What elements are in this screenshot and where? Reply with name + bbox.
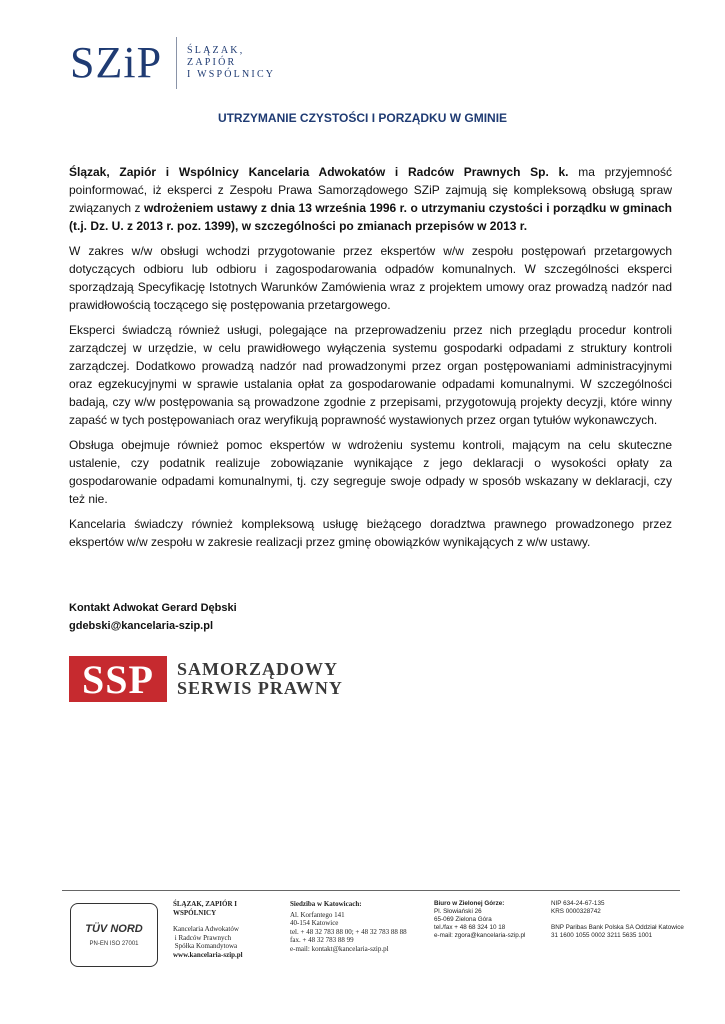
footer-zg-email[interactable]: e-mail: zgora@kancelaria-szip.pl [434, 932, 526, 939]
logo-firm-name [187, 45, 275, 81]
logo-divider [176, 37, 177, 89]
footer-katowice-fax: fax. + 48 32 783 88 99 [290, 936, 354, 945]
footer-divider [62, 890, 680, 891]
ssp-wordmark [177, 660, 343, 698]
document-title: UTRZYMANIE CZYSTOŚCI I PORZĄDKU W GMINIE [217, 111, 508, 125]
tuv-name: TÜV NORD [85, 923, 143, 935]
footer-zg-city: 65-069 Zielona Góra [434, 916, 492, 923]
footer-firm-type-1: Kancelaria Adwokatów [173, 925, 239, 934]
ssp-logo [69, 656, 343, 702]
contact-email[interactable]: gdebski@kancelaria-szip.pl [69, 620, 213, 632]
ssp-line-1: SAMORZĄDOWY [177, 659, 339, 679]
paragraph-2: W zakres w/w obsługi wchodzi przygotowanie przez ekspertów w/w zespołu postępowań przetargowych dotyczących odbioru lub odbioru i zagospodarowania odpadów komunalnych. W szczególności eksperci sporządzają Specyfikację Istotnych Warunków Zamówienia wraz z projektem umowy oraz prowadzą nadzór nad prawidłowością toczącego się postępowania przetargowego. [69, 244, 672, 312]
footer-firm-name-2: WSPÓLNICY [173, 908, 217, 917]
logo-mark: SZiP [70, 38, 163, 87]
footer-bank-account: 31 1600 1055 0002 3211 5635 1001 [551, 932, 653, 939]
logo-line-3: I WSPÓLNICY [187, 69, 276, 80]
footer-katowice-heading: Siedziba w Katowicach: [290, 900, 362, 908]
footer-registration-info [551, 900, 684, 940]
footer-katowice-tel: tel. + 48 32 783 88 00; + 48 32 783 88 88 [290, 927, 407, 936]
footer-krs: KRS 0000328742 [551, 908, 601, 915]
paragraph-4: Obsługa obejmuje również pomoc ekspertów w wdrożeniu systemu kontroli, mającym na celu skuteczne ustalenie, czy podatnik realizuje zobowiązanie wynikające z jego deklaracji o wysokości opłaty za gospodarowanie odpadami komunalnymi, tj. czy segreguje swoje odpady w sposób wskazany w deklaracji, czy też nie. [69, 438, 672, 506]
footer-katowice-email[interactable]: e-mail: kontakt@kancelaria-szip.pl [290, 944, 389, 953]
footer-firm-info [173, 900, 243, 960]
paragraph-1-text: ma przyjemność poinformować, iż eksperci z Zespołu Prawa Samorządowego SZiP zajmują się kompleksową obsługą spraw związanych z [69, 165, 672, 215]
paragraph-1-bold-firm: Ślązak, Zapiór i Wspólnicy Kancelaria Adwokatów i Radców Prawnych Sp. k. [69, 165, 569, 179]
szip-logo [70, 38, 275, 88]
footer-firm-type-3: Spółka Komandytowa [173, 942, 238, 951]
footer-katowice-street: Al. Korfantego 141 [290, 910, 345, 919]
tuv-standard: PN-EN ISO 27001 [89, 941, 139, 947]
footer-bank-name: BNP Paribas Bank Polska SA Oddział Katowice [551, 924, 684, 931]
footer-zielona-gora-office [434, 900, 525, 940]
footer-website[interactable]: www.kancelaria-szip.pl [173, 950, 243, 959]
paragraph-1 [69, 163, 672, 235]
contact-name: Kontakt Adwokat Gerard Dębski [69, 602, 237, 614]
paragraph-5: Kancelaria świadczy również kompleksową usługę bieżącego doradztwa prawnego prowadzonego przez ekspertów w/w zespołu w zakresie realizacji przez gminę obowiązków wynikających z w/w ustawy. [69, 517, 672, 549]
footer-nip: NIP 634-24-67-135 [551, 900, 605, 907]
contact-block [69, 599, 237, 635]
ssp-line-2: SERWIS PRAWNY [177, 678, 343, 698]
logo-line-1: ŚLĄZAK, [187, 45, 245, 56]
paragraph-1-bold-act: wdrożeniem ustawy z dnia 13 września 1996 r. o utrzymaniu czystości i porządku w gminach (t.j. Dz. U. z 2013 r. poz. 1399), w szczególności po zmianach przepisów w 2013 r. [69, 201, 672, 233]
paragraph-3: Eksperci świadczą również usługi, polegające na przeprowadzeniu przez nich przeglądu procedur kontroli zarządczej w urzędzie, w celu prawidłowego wyłączenia systemu gospodarki odpadami z struktury kontroli zarządczej. Dodatkowo prowadzą nadzór nad prowadzonymi przez organ postępowaniami administracyjnymi oraz egzekucyjnymi w sprawie ustalania opłat za gospodarowanie odpadami komunalnymi. W szczególności badają, czy w/w postępowania są prowadzone zgodnie z przepisami, przygotowują projekty decyzji, które winny zapaść w tych postępowaniach oraz weryfikują poprawność wystawionych przez organ tytułów wykonawczych. [69, 323, 672, 427]
footer-zg-tel: tel./fax + 48 68 324 10 18 [434, 924, 506, 931]
logo-line-2: ZAPIÓR [187, 57, 237, 68]
footer-zg-heading: Biuro w Zielonej Górze: [434, 900, 505, 907]
ssp-mark: SSP [69, 656, 167, 702]
tuv-certificate-badge [70, 903, 158, 967]
footer-zg-street: Pl. Słowiański 26 [434, 908, 482, 915]
footer-firm-type-2: i Radców Prawnych [173, 933, 232, 942]
footer-katowice-office [290, 900, 407, 954]
footer-firm-name-1: ŚLĄZAK, ZAPIÓR I [173, 900, 237, 908]
document-body [69, 163, 672, 558]
footer-katowice-city: 40-154 Katowice [290, 919, 339, 928]
